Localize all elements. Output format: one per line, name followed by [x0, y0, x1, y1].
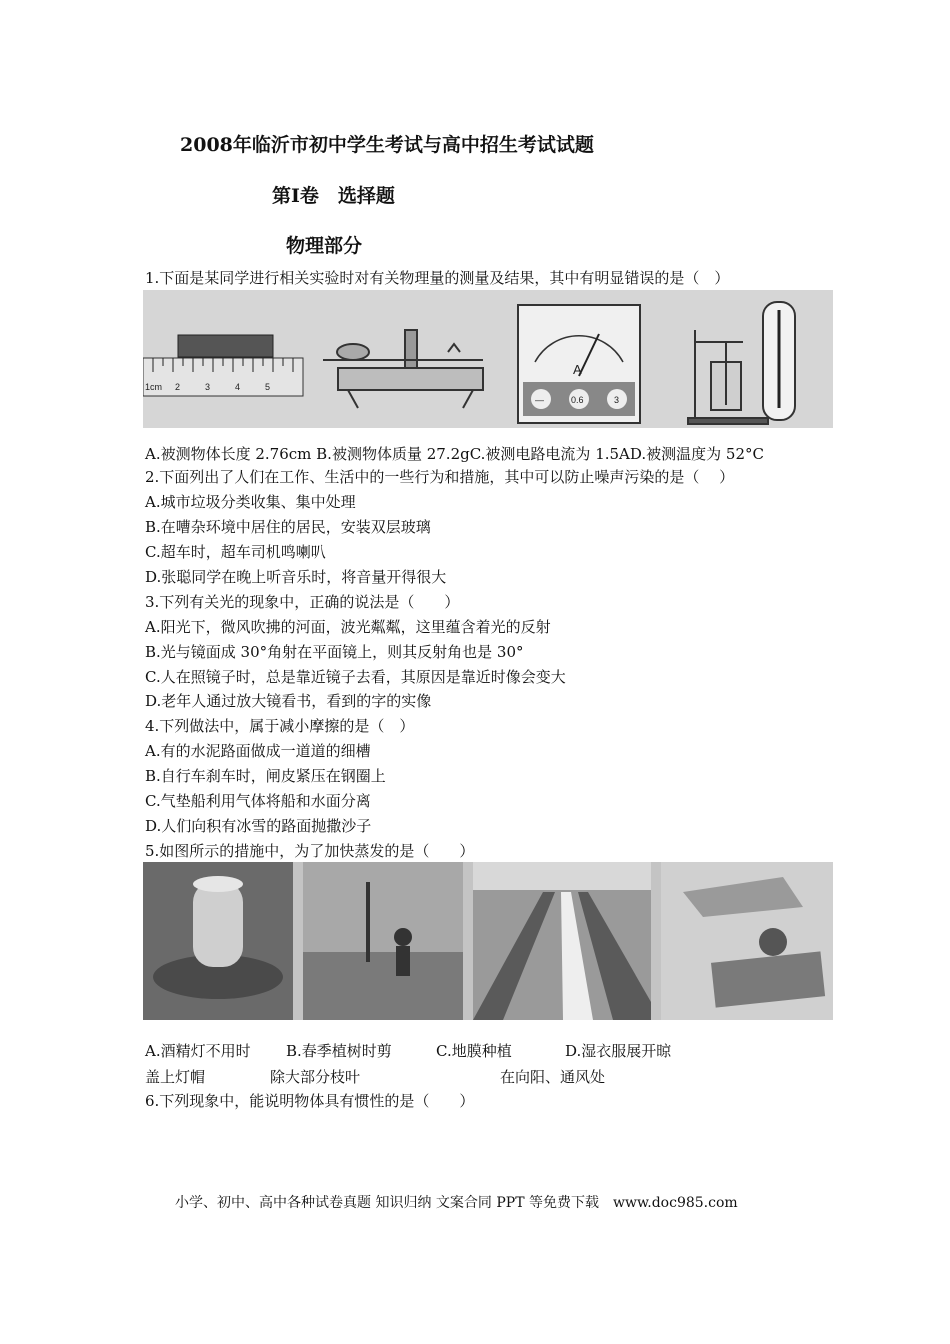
question-2-option-a: A.城市垃圾分类收集、集中处理	[145, 493, 356, 511]
exam-title: 2008年临沂市初中学生考试与高中招生考试试题	[180, 134, 594, 156]
question-4-option-b: B.自行车刹车时，闸皮紧压在钢圈上	[145, 767, 386, 785]
subsection-title: 物理部分	[286, 235, 363, 257]
question-1-stem: 1.下面是某同学进行相关实验时对有关物理量的测量及结果，其中有明显错误的是（ ）	[145, 269, 730, 287]
question-3-option-b: B.光与镜面成 30°角射在平面镜上，则其反射角也是 30°	[145, 643, 524, 661]
question-6-stem: 6.下列现象中，能说明物体具有惯性的是（ ）	[145, 1092, 475, 1110]
question-4-option-a: A.有的水泥路面做成一道道的细槽	[145, 742, 371, 760]
photo-drying-clothes	[661, 862, 833, 1020]
photo-tree-planting	[303, 862, 463, 1020]
question-5-option-b-line2: 除大部分枝叶	[270, 1068, 361, 1086]
ammeter-terminal: 3	[614, 395, 620, 405]
ruler-label: 2	[175, 382, 181, 392]
question-5-option-b-line1: B.春季植树时剪	[286, 1042, 392, 1060]
ammeter-terminal: 0.6	[571, 395, 584, 405]
figure-measurement-instruments	[143, 290, 833, 428]
question-5-option-a-line2: 盖上灯帽	[145, 1068, 206, 1086]
question-2-option-d: D.张聪同学在晚上听音乐时，将音量开得很大	[145, 568, 447, 586]
question-3-option-a: A.阳光下，微风吹拂的河面，波光粼粼，这里蕴含着光的反射	[145, 618, 551, 636]
question-5-option-c-line1: C.地膜种植	[436, 1042, 512, 1060]
question-4-option-d: D.人们向积有冰雪的路面抛撒沙子	[145, 817, 372, 835]
question-2-option-c: C.超车时，超车司机鸣喇叭	[145, 543, 326, 561]
figure-1-drawing	[143, 290, 833, 428]
question-3-stem: 3.下列有关光的现象中，正确的说法是（ ）	[145, 593, 460, 611]
question-2-stem: 2.下面列出了人们在工作、生活中的一些行为和措施，其中可以防止噪声污染的是（ ）	[145, 468, 735, 486]
photo-alcohol-lamp	[143, 862, 293, 1020]
ammeter-drawing	[518, 305, 640, 423]
ammeter-symbol: A	[573, 362, 582, 377]
ruler-label: 1cm	[145, 382, 163, 392]
question-4-stem: 4.下列做法中，属于减小摩擦的是（ ）	[145, 717, 415, 735]
photo-film-mulching	[473, 862, 651, 1020]
question-5-option-d-line2: 在向阳、通风处	[500, 1068, 606, 1086]
ruler-label: 5	[265, 382, 271, 392]
ruler-label: 3	[205, 382, 211, 392]
question-3-option-c: C.人在照镜子时，总是靠近镜子去看，其原因是靠近时像会变大	[145, 668, 566, 686]
section-title: 第Ⅰ卷 选择题	[272, 185, 395, 207]
ruler-label: 4	[235, 382, 241, 392]
question-4-option-c: C.气垫船利用气体将船和水面分离	[145, 792, 371, 810]
question-1-options: A.被测物体长度 2.76cm B.被测物体质量 27.2gC.被测电路电流为 1.5AD.被测温度为 52°C	[145, 445, 764, 463]
figure-5-drawing	[143, 862, 833, 1020]
page-footer: 小学、初中、高中各种试卷真题 知识归纳 文案合同 PPT 等免费下载 www.doc985.com	[175, 1195, 738, 1211]
question-3-option-d: D.老年人通过放大镜看书，看到的字的实像	[145, 692, 432, 710]
ammeter-terminal: —	[535, 395, 544, 405]
question-5-option-d-line1: D.湿衣服展开晾	[565, 1042, 672, 1060]
question-5-option-a-line1: A.酒精灯不用时	[145, 1042, 251, 1060]
figure-evaporation-photos	[143, 862, 833, 1020]
question-2-option-b: B.在嘈杂环境中居住的居民，安装双层玻璃	[145, 518, 431, 536]
question-5-stem: 5.如图所示的措施中，为了加快蒸发的是（ ）	[145, 842, 475, 860]
